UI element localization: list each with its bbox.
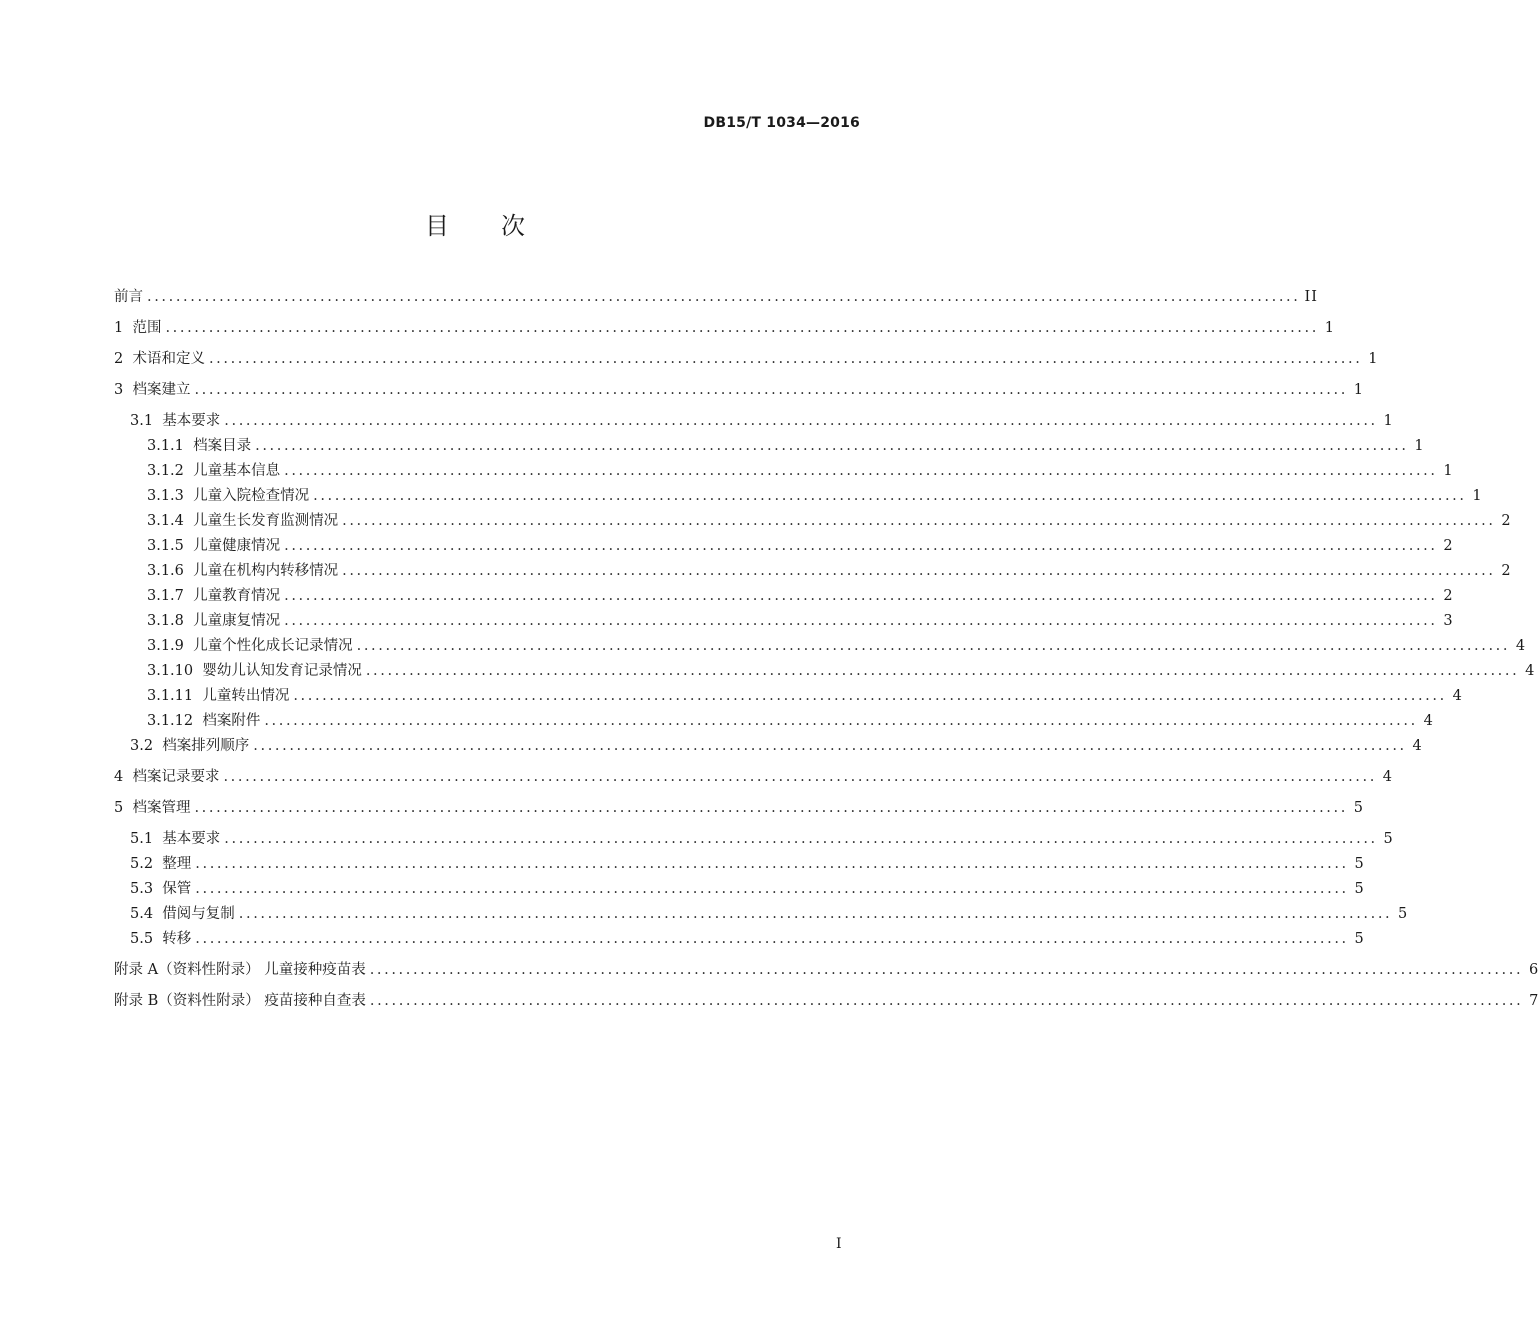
toc-dot-leader: ................................................................................................................................................................ [342,563,1496,579]
toc-entry-number: 3 [114,382,133,398]
toc-dot-leader: ................................................................................................................................................................ [195,931,1349,947]
toc-entry-number: 3.1.1 [147,438,194,454]
toc-entry[interactable] [114,535,1454,557]
toc-title [0,206,950,241]
toc-entry[interactable] [114,348,1379,370]
toc-entry[interactable] [114,853,1365,875]
toc-dot-leader: ................................................................................................................................................................ [284,463,1438,479]
toc-entry-number: 3.1.8 [147,613,194,629]
toc-entry-label: 术语和定义 [132,351,205,367]
toc-entry[interactable] [114,317,1335,339]
toc-entry-page: 5 [1354,931,1365,947]
toc-dot-leader: ................................................................................................................................................................ [293,688,1447,704]
toc-entry-page: 5 [1354,881,1365,897]
toc-dot-leader: ................................................................................................................................................................ [284,588,1438,604]
toc-dot-leader: ................................................................................................................................................................ [253,738,1407,754]
toc-entry-page: 1 [1324,320,1335,336]
toc-entry-page: 5 [1354,856,1365,872]
toc-entry[interactable] [114,990,1539,1012]
toc-entry[interactable] [114,959,1539,981]
toc-entry[interactable] [114,797,1364,819]
toc-entry-page: 5 [1398,906,1409,922]
toc-entry-number: 5.3 [130,881,163,897]
toc-entry-label: 基本要求 [162,413,221,429]
toc-entry[interactable] [114,510,1512,532]
toc-entry[interactable] [114,660,1536,682]
toc-entry-number: 3.1.10 [147,663,203,679]
toc-dot-leader: ................................................................................................................................................................ [238,906,1393,922]
toc-entry-label: 附录 B（资料性附录） 疫苗接种自查表 [114,993,366,1009]
toc-dot-leader: ................................................................................................................................................................ [369,993,1524,1009]
toc-dot-leader: ................................................................................................................................................................ [284,538,1438,554]
toc-entry[interactable] [114,435,1425,457]
page-number: I [836,1236,842,1252]
toc-entry-page: 2 [1501,513,1512,529]
toc-entry[interactable] [114,560,1512,582]
toc-entry-label: 婴幼儿认知发育记录情况 [202,663,362,679]
toc-dot-leader: ................................................................................................................................................................ [369,962,1524,978]
toc-entry-number: 3.1.5 [147,538,194,554]
toc-entry[interactable] [114,485,1483,507]
toc-entry-page: 1 [1443,463,1454,479]
toc-entry-page: 1 [1414,438,1425,454]
toc-entry-label: 档案记录要求 [132,769,220,785]
toc-dot-leader: ................................................................................................................................................................ [356,638,1511,654]
toc-entry[interactable] [114,735,1423,757]
toc-dot-leader: ................................................................................................................................................................ [224,413,1378,429]
toc-dot-leader: ................................................................................................................................................................ [194,382,1348,398]
toc-entry-page: 4 [1382,769,1393,785]
toc-dot-leader: ................................................................................................................................................................ [313,488,1467,504]
toc-entry-label: 整理 [162,856,192,872]
toc-entry-page: 4 [1452,688,1463,704]
toc-entry-label: 儿童入院检查情况 [193,488,310,504]
toc-entry-page: 1 [1353,382,1364,398]
toc-entry-number: 1 [114,320,133,336]
toc-entry-number: 3.2 [130,738,163,754]
toc-entry-page: 4 [1412,738,1423,754]
toc-entry-page: 1 [1383,413,1394,429]
toc-dot-leader: ................................................................................................................................................................ [223,769,1377,785]
toc-entry-label: 范围 [132,320,162,336]
toc-entry-page: 7 [1529,993,1539,1009]
toc-entry-label: 转移 [162,931,192,947]
toc-entry-number: 5.4 [130,906,163,922]
toc-entry[interactable] [114,766,1393,788]
toc-entry-page: 3 [1443,613,1454,629]
toc-entry-number: 3.1.11 [147,688,203,704]
toc-entry-label: 档案附件 [202,713,261,729]
toc-entry-number: 5.1 [130,831,163,847]
toc-entry-label: 档案管理 [132,800,191,816]
toc-dot-leader: ................................................................................................................................................................ [165,320,1319,336]
toc-entry-page: II [1304,289,1318,305]
toc-entry-label: 儿童康复情况 [193,613,281,629]
toc-entry-number: 3.1.2 [147,463,194,479]
toc-title-char-1: 目 [425,212,449,240]
toc-entry[interactable] [114,379,1364,401]
toc-entry-number: 5.5 [130,931,163,947]
toc-entry-number: 3.1.12 [147,713,203,729]
toc-entry-page: 4 [1423,713,1434,729]
toc-entry[interactable] [114,410,1394,432]
toc-dot-leader: ................................................................................................................................................................ [195,856,1349,872]
toc-title-char-2: 次 [501,212,525,240]
toc-entry-page: 2 [1443,588,1454,604]
toc-entry[interactable] [114,610,1454,632]
toc-entry-label: 儿童转出情况 [202,688,290,704]
toc-entry-label: 借阅与复制 [162,906,235,922]
toc-entry-page: 1 [1368,351,1379,367]
toc-entry-number: 2 [114,351,133,367]
toc-entry-label: 儿童生长发育监测情况 [193,513,339,529]
toc-entry-number: 3.1.6 [147,563,194,579]
toc-entry-page: 1 [1472,488,1483,504]
toc-dot-leader: ................................................................................................................................................................ [342,513,1496,529]
toc-dot-leader: ................................................................................................................................................................ [224,831,1378,847]
toc-entry[interactable] [114,585,1454,607]
toc-dot-leader: ................................................................................................................................................................ [365,663,1520,679]
toc-entry-label: 基本要求 [162,831,221,847]
toc-entry-label: 保管 [162,881,192,897]
toc-dot-leader: ................................................................................................................................................................ [264,713,1418,729]
toc-entry-label: 附录 A（资料性附录） 儿童接种疫苗表 [114,962,366,978]
toc-entry[interactable] [114,928,1365,950]
toc-entry-label: 档案建立 [132,382,191,398]
toc-entry-label: 儿童健康情况 [193,538,281,554]
toc-entry-number: 3.1 [130,413,163,429]
toc-entry[interactable] [114,460,1454,482]
toc-entry-page: 5 [1353,800,1364,816]
toc-entry-label: 前言 [114,289,143,305]
toc-entry[interactable] [114,710,1434,732]
toc-entry-number: 4 [114,769,133,785]
toc-entry-number: 3.1.3 [147,488,194,504]
toc-dot-leader: ................................................................................................................................................................ [195,881,1349,897]
toc-entry-number: 3.1.7 [147,588,194,604]
toc-entry-number: 5 [114,800,133,816]
toc-entry[interactable] [114,286,1318,308]
toc-entry-label: 儿童基本信息 [193,463,281,479]
toc-entry-page: 4 [1515,638,1527,654]
toc-entry[interactable] [114,878,1365,900]
toc-entry[interactable] [114,635,1527,657]
toc-entry-page: 4 [1525,663,1536,679]
document-code: DB15/T 1034—2016 [703,115,860,131]
toc-entry-label: 儿童教育情况 [193,588,281,604]
toc-entry-page: 6 [1528,962,1539,978]
toc-entry[interactable] [114,828,1394,850]
toc-entry-number: 3.1.9 [147,638,194,654]
toc-entry-label: 儿童在机构内转移情况 [193,563,339,579]
toc-dot-leader: ................................................................................................................................................................ [208,351,1363,367]
toc-entry-label: 档案目录 [193,438,252,454]
toc-entry-page: 5 [1383,831,1394,847]
toc-entry-label: 儿童个性化成长记录情况 [193,638,353,654]
toc-entry-page: 2 [1443,538,1454,554]
toc-dot-leader: ................................................................................................................................................................ [147,289,1301,305]
toc-entry-page: 2 [1501,563,1512,579]
toc-dot-leader: ................................................................................................................................................................ [284,613,1438,629]
toc-entry-number: 3.1.4 [147,513,194,529]
toc-dot-leader: ................................................................................................................................................................ [255,438,1409,454]
toc-entry-number: 5.2 [130,856,163,872]
toc-entry-label: 档案排列顺序 [162,738,250,754]
toc-entry[interactable] [114,685,1463,707]
toc-entry[interactable] [114,903,1409,925]
toc-dot-leader: ................................................................................................................................................................ [194,800,1348,816]
